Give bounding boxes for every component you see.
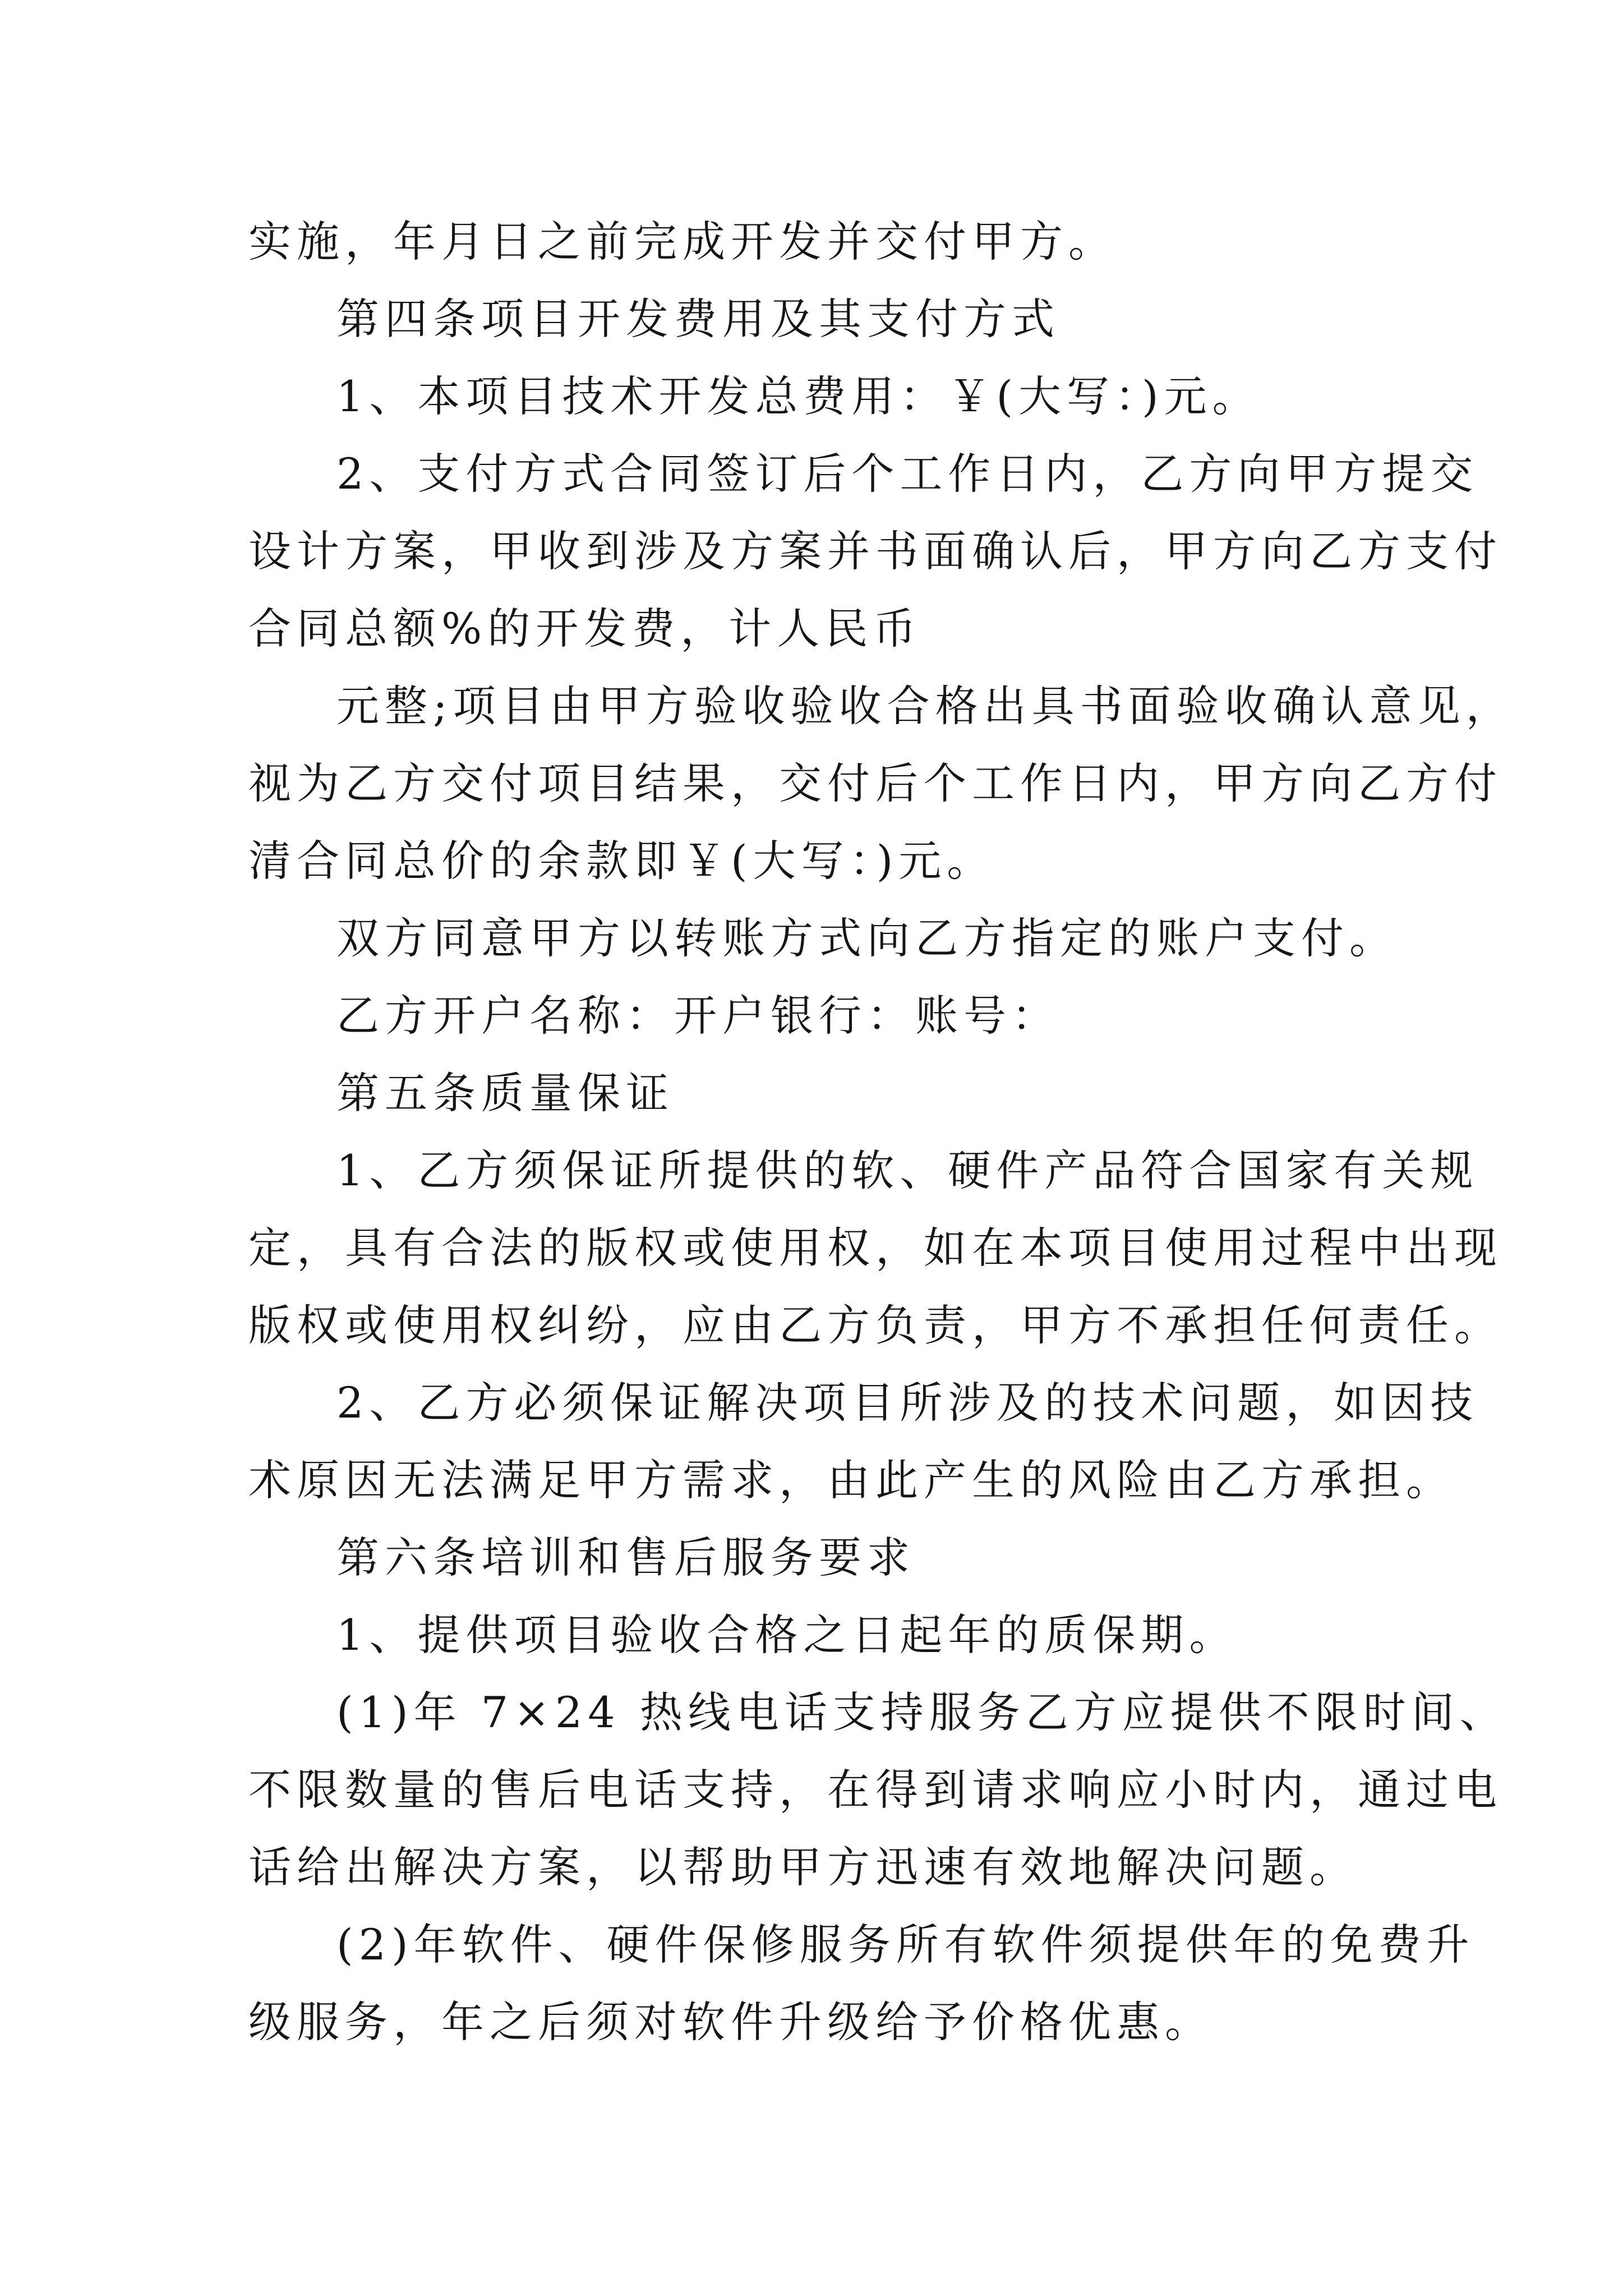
- text-line: 实施，年月日之前完成开发并交付甲方。: [248, 217, 1117, 266]
- text-line: 元整;项目由甲方验收验收合格出具书面验收确认意见，: [336, 681, 1514, 731]
- text-line: 2、乙方必须保证解决项目所涉及的技术问题，如因技: [336, 1378, 1479, 1428]
- text-line: 级服务，年之后须对软件升级给予价格优惠。: [248, 1997, 1213, 2047]
- text-line: 设计方案，甲收到涉及方案并书面确认后，甲方向乙方支付: [248, 526, 1502, 576]
- text-line: 不限数量的售后电话支持，在得到请求响应小时内，通过电: [248, 1765, 1502, 1815]
- text-line: 视为乙方交付项目结果，交付后个工作日内，甲方向乙方付: [248, 758, 1502, 808]
- text-line: (2)年软件、硬件保修服务所有软件须提供年的免费升: [336, 1920, 1475, 1970]
- text-line: 合同总额%的开发费，计人民币: [248, 604, 922, 654]
- text-line: (1)年 7×24 热线电话支持服务乙方应提供不限时间、: [336, 1687, 1508, 1737]
- text-line: 定，具有合法的版权或使用权，如在本项目使用过程中出现: [248, 1223, 1502, 1273]
- text-line: 清合同总价的余款即￥(大写：)元。: [248, 836, 995, 886]
- text-line: 乙方开户名称：开户银行：账号：: [336, 991, 1060, 1041]
- text-line: 1、本项目技术开发总费用：￥(大写：)元。: [336, 371, 1261, 421]
- section-heading: 第四条项目开发费用及其支付方式: [336, 294, 1060, 344]
- section-heading: 第五条质量保证: [336, 1068, 674, 1118]
- text-line: 话给出解决方案，以帮助甲方迅速有效地解决问题。: [248, 1842, 1358, 1892]
- text-line: 1、提供项目验收合格之日起年的质保期。: [336, 1610, 1238, 1660]
- section-heading: 第六条培训和售后服务要求: [336, 1533, 915, 1582]
- text-line: 术原因无法满足甲方需求，由此产生的风险由乙方承担。: [248, 1455, 1454, 1505]
- text-line: 双方同意甲方以转账方式向乙方指定的账户支付。: [336, 913, 1398, 963]
- text-line: 版权或使用权纠纷，应由乙方负责，甲方不承担任何责任。: [248, 1300, 1502, 1350]
- text-line: 2、支付方式合同签订后个工作日内，乙方向甲方提交: [336, 449, 1479, 499]
- text-line: 1、乙方须保证所提供的软、硬件产品符合国家有关规: [336, 1145, 1479, 1195]
